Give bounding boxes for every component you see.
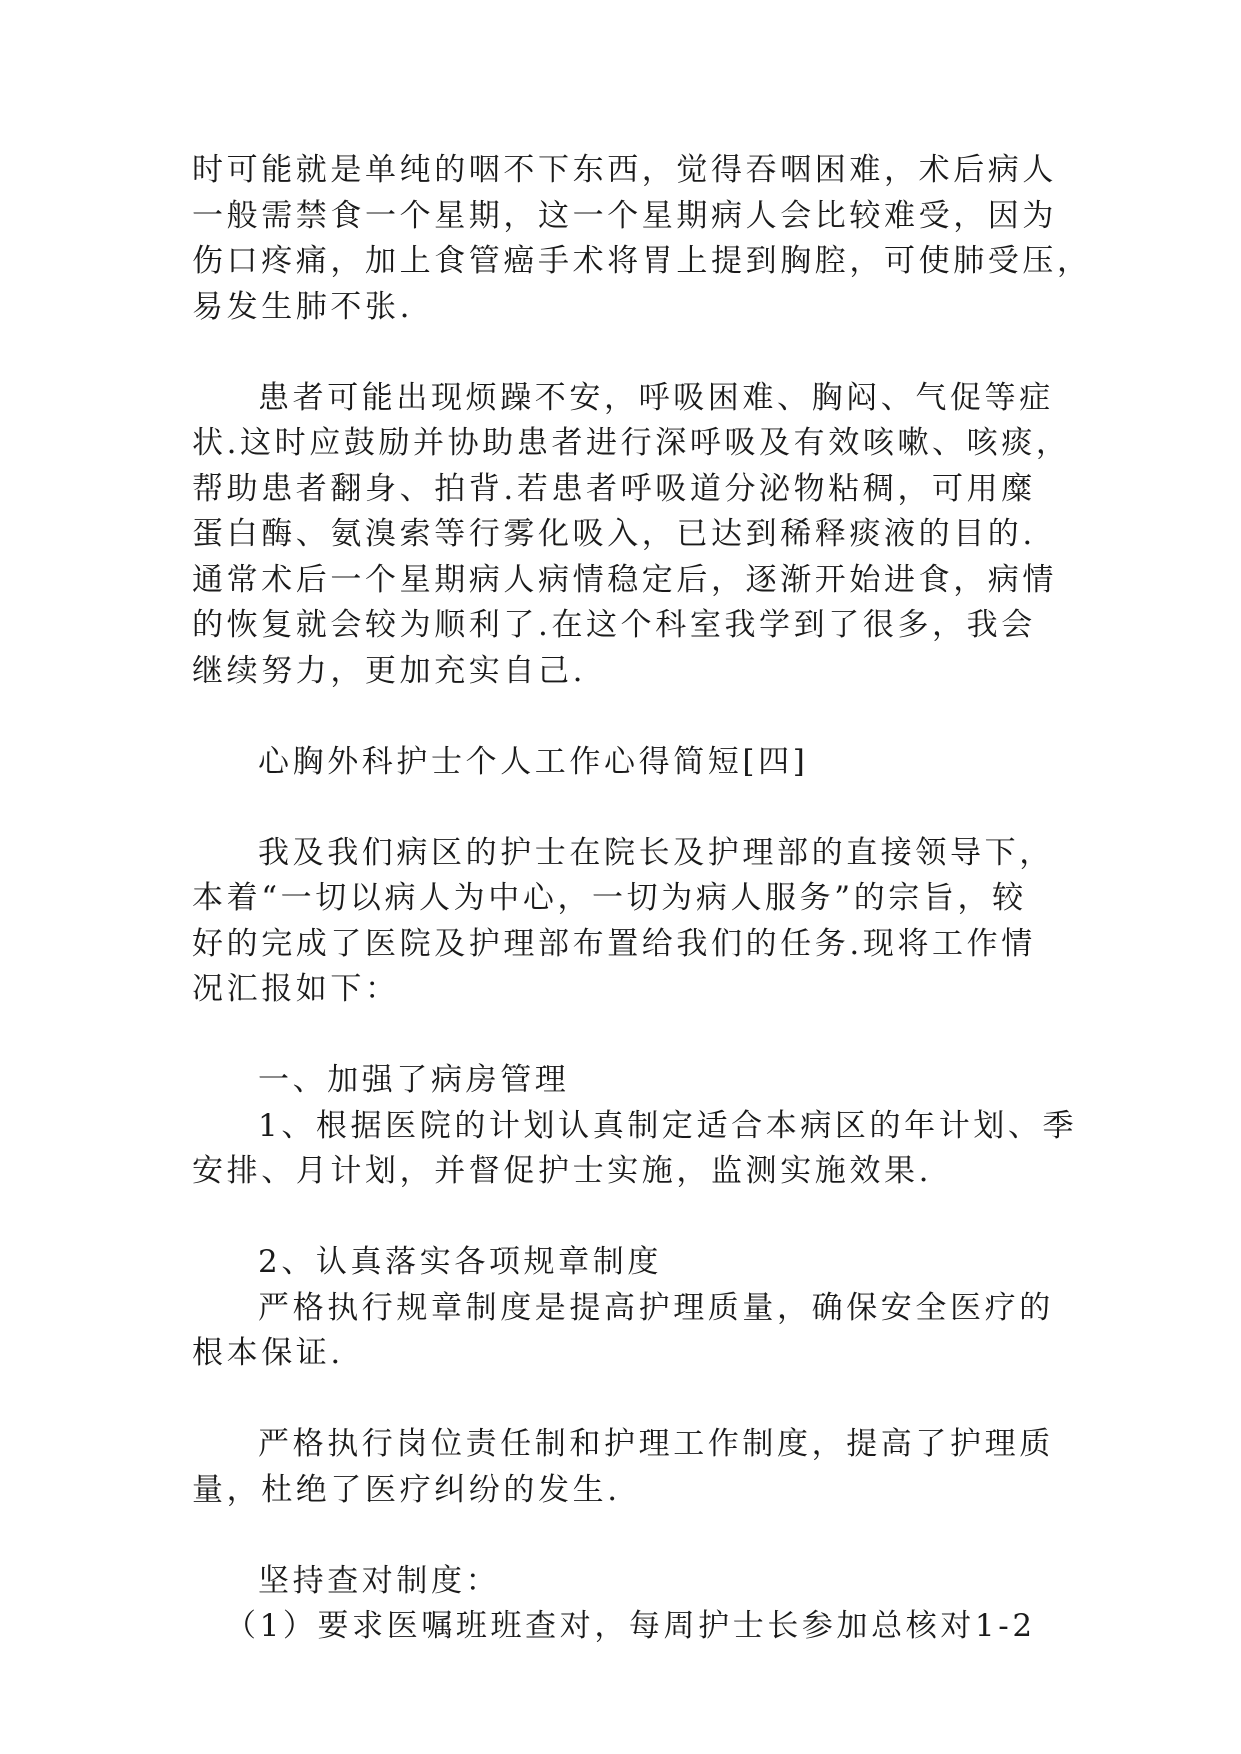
paragraph-first-line: 我及我们病区的护士在院长及护理部的直接领导下， <box>258 834 1054 871</box>
paragraph-first-line: 1、根据医院的计划认真制定适合本病区的年计划、季 <box>258 1107 1078 1144</box>
paragraph-gap <box>192 694 1042 740</box>
text-line: 帮助患者翻身、拍背.若患者呼吸道分泌物粘稠，可用糜 <box>192 470 1036 507</box>
text-line: 安排、月计划，并督促护士实施，监测实施效果. <box>192 1153 933 1189</box>
paragraph-gap <box>192 1377 1042 1423</box>
paragraph-gap <box>192 330 1042 376</box>
text-line: 状.这时应鼓励并协助患者进行深呼吸及有效咳嗽、咳痰， <box>192 425 1071 461</box>
section-heading: 心胸外科护士个人工作心得简短[四] <box>258 743 809 780</box>
text-line: 量，杜绝了医疗纠纷的发生. <box>192 1471 621 1508</box>
list-item-line: （1）要求医嘱班班查对，每周护士长参加总核对1-2 <box>225 1608 1036 1644</box>
paragraph-gap <box>192 1195 1042 1241</box>
text-line: 蛋白酶、氨溴索等行雾化吸入，已达到稀释痰液的目的. <box>192 516 1036 552</box>
text-line: 一般需禁食一个星期，这一个星期病人会比较难受，因为 <box>192 197 1057 234</box>
paragraph-first-line: 严格执行岗位责任制和护理工作制度，提高了护理质 <box>258 1426 1054 1462</box>
text-line: 伤口疼痛，加上食管癌手术将胃上提到胸腔，可使肺受压， <box>192 243 1092 279</box>
paragraph-gap <box>192 1513 1042 1559</box>
text-line: 好的完成了医院及护理部布置给我们的任务.现将工作情 <box>192 925 1036 962</box>
paragraph-first-line: 坚持查对制度： <box>258 1562 501 1599</box>
paragraph-gap <box>192 1013 1042 1059</box>
paragraph-first-line: 严格执行规章制度是提高护理质量，确保安全医疗的 <box>258 1289 1054 1326</box>
text-line: 本着“一切以病人为中心，一切为病人服务”的宗旨，较 <box>192 880 1027 916</box>
text-line: 通常术后一个星期病人病情稳定后，逐渐开始进食，病情 <box>192 561 1057 598</box>
text-line: 的恢复就会较为顺利了.在这个科室我学到了很多，我会 <box>192 607 1036 643</box>
text-line: 继续努力，更加充实自己. <box>192 652 587 689</box>
text-line: 根本保证. <box>192 1335 344 1371</box>
paragraph-gap <box>192 785 1042 831</box>
subsection-heading: 一、加强了病房管理 <box>258 1062 570 1098</box>
subsection-heading: 2、认真落实各项规章制度 <box>258 1244 662 1280</box>
document-body <box>192 148 1092 1650</box>
text-line: 易发生肺不张. <box>192 288 414 325</box>
text-line: 况汇报如下： <box>192 971 400 1007</box>
text-line: 时可能就是单纯的咽不下东西，觉得吞咽困难，术后病人 <box>192 152 1057 188</box>
paragraph-first-line: 患者可能出现烦躁不安，呼吸困难、胸闷、气促等症 <box>258 379 1054 416</box>
